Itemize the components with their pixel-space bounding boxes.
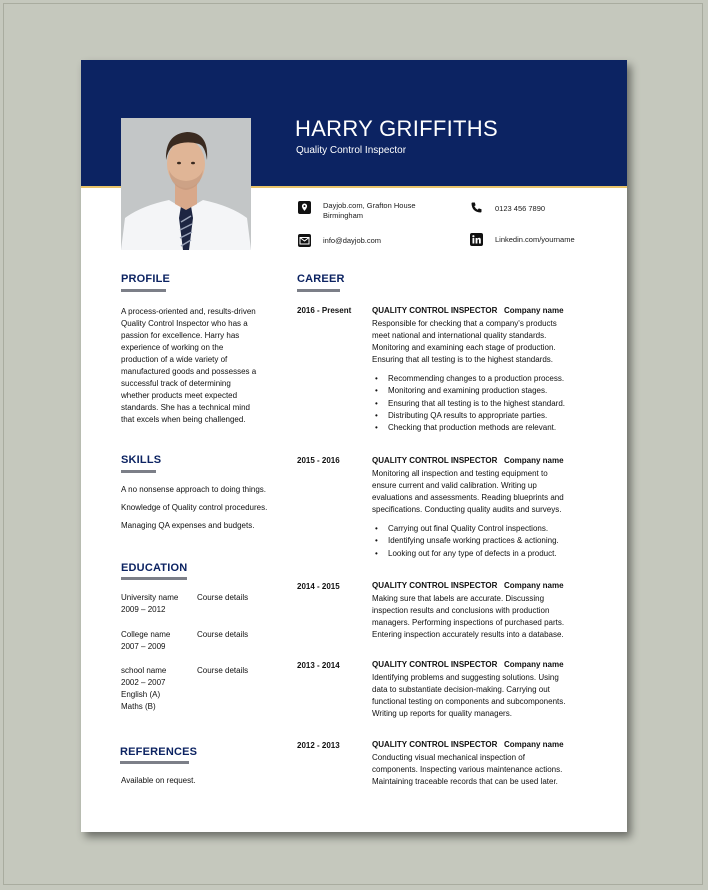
job-title: QUALITY CONTROL INSPECTOR [372, 581, 498, 590]
job-description-line: Entering inspection accurately results into a database. [372, 630, 564, 639]
contact-phone: 0123 456 7890 [495, 204, 546, 213]
job-period: 2014 - 2015 [297, 582, 340, 591]
contact-linkedin: Linkedin.com/yourname [495, 235, 575, 244]
education-school: school name [121, 666, 167, 675]
education-grade: English (A) [121, 690, 161, 699]
job-description-line: inspection results and conclusions with production [372, 606, 550, 615]
job-description-line: Making sure that labels are accurate. Discussing [372, 594, 545, 603]
profile-line: standards. She has a technical mind [121, 403, 250, 412]
profile-line: experience of working on the [121, 343, 224, 352]
education-grade: Maths (B) [121, 702, 156, 711]
job-period: 2013 - 2014 [297, 661, 340, 670]
education-years: 2002 – 2007 [121, 678, 166, 687]
job-description [372, 672, 584, 720]
job-bullet: • Ensuring that all testing is to the highest standard. [372, 398, 565, 410]
job-company: Company name [504, 456, 564, 465]
job-description-line: managers. Performing inspections of purchased parts. [372, 618, 565, 627]
job-description-line: Identifying problems and suggesting solutions. Using [372, 673, 559, 682]
education-heading: EDUCATION [121, 562, 188, 574]
job-company: Company name [504, 581, 564, 590]
education-years: 2007 – 2009 [121, 642, 166, 651]
education-school: College name [121, 630, 171, 639]
education-school: University name [121, 593, 179, 602]
job-bullet: • Carrying out final Quality Control inspections. [372, 523, 559, 535]
job-title: QUALITY CONTROL INSPECTOR [372, 740, 498, 749]
job-period: 2012 - 2013 [297, 741, 340, 750]
profile-line: successful track of determining [121, 379, 231, 388]
job-title: QUALITY CONTROL INSPECTOR [372, 660, 498, 669]
profile-line: whether products meet expected [121, 391, 238, 400]
phone-icon [470, 201, 483, 214]
job-period: 2015 - 2016 [297, 456, 340, 465]
skill-item: Managing QA expenses and budgets. [121, 521, 255, 530]
job-bullet: • Looking out for any type of defects in a product. [372, 548, 559, 560]
job-description-line: Ensuring that all testing is to the highest standards. [372, 355, 553, 364]
education-years: 2009 – 2012 [121, 605, 166, 614]
profile-line: production of a wide variety of [121, 355, 228, 364]
job-bullet: • Distributing QA results to appropriate parties. [372, 410, 565, 422]
job-description-line: specifications. Conducting quality audits and surveys. [372, 505, 562, 514]
education-heading-underline [121, 577, 187, 580]
job-description-line: Conducting visual mechanical inspection of [372, 753, 525, 762]
job-description-line: ensure current and valid calibration. Writing up [372, 481, 537, 490]
job-bullet: • Identifying unsafe working practices & actioning. [372, 535, 559, 547]
career-heading-underline [297, 289, 340, 292]
skill-item: A no nonsense approach to doing things. [121, 485, 266, 494]
education-details: Course details [197, 593, 249, 602]
contact-email: info@dayjob.com [323, 236, 382, 245]
job-company: Company name [504, 306, 564, 315]
job-description-line: Maintaining traceable records that can be used later. [372, 777, 558, 786]
career-heading: CAREER [297, 273, 345, 285]
references-heading: REFERENCES [120, 746, 198, 758]
job-bullet: • Recommending changes to a production process. [372, 373, 565, 385]
references-text: Available on request. [121, 776, 196, 785]
references-heading-underline [120, 761, 189, 764]
job-title: QUALITY CONTROL INSPECTOR [372, 306, 498, 315]
profile-heading: PROFILE [121, 273, 171, 285]
job-description-line: evaluations and assessments. Reading blueprints and [372, 493, 564, 502]
skill-item: Knowledge of Quality control procedures. [121, 503, 268, 512]
linkedin-icon [470, 233, 483, 246]
education-details: Course details [197, 630, 249, 639]
job-description-line: Responsible for checking that a company's products [372, 319, 557, 328]
profile-line: manufactured goods and possesses a [121, 367, 257, 376]
job-description-line: Monitoring and examining each stage of production. [372, 343, 556, 352]
job-description-line: Monitoring all inspection and testing equipment to [372, 469, 548, 478]
job-description-line: Writing up reports for quality managers. [372, 709, 512, 718]
job-title: QUALITY CONTROL INSPECTOR [372, 456, 498, 465]
profile-heading-underline [121, 289, 166, 292]
job-description-line: components. Inspecting various maintenance actions. [372, 765, 563, 774]
job-description [372, 752, 584, 788]
address-line-1: Dayjob.com, Grafton House [323, 201, 416, 210]
profile-line: A process-oriented and, results-driven [121, 307, 256, 316]
skills-heading-underline [121, 470, 156, 473]
job-bullet: • Checking that production methods are relevant. [372, 422, 565, 434]
job-description-line: data to substantiate decision-making. Carrying out [372, 685, 550, 694]
skills-heading: SKILLS [121, 454, 162, 466]
job-description-line: meet national and international quality standards. [372, 331, 547, 340]
job-bullets [372, 523, 559, 560]
job-description [372, 318, 584, 366]
contact-address [323, 201, 416, 221]
email-icon [298, 234, 311, 247]
profile-line: Quality Control Inspector who has a [121, 319, 248, 328]
job-bullet: • Monitoring and examining production stages. [372, 385, 565, 397]
job-period: 2016 - Present [297, 306, 352, 315]
resume-page [81, 60, 627, 832]
profile-photo [121, 118, 251, 250]
job-description-line: functional testing on components and subcomponents. [372, 697, 566, 706]
address-line-2: Birmingham [323, 211, 364, 220]
education-details: Course details [197, 666, 249, 675]
profile-text [121, 306, 256, 426]
profile-line: that excels when being challenged. [121, 415, 246, 424]
job-description [372, 593, 584, 641]
profile-line: passion for excellence. Harry has [121, 331, 240, 340]
job-company: Company name [504, 740, 564, 749]
candidate-title: Quality Control Inspector [296, 145, 407, 156]
candidate-name: HARRY GRIFFITHS [295, 116, 498, 141]
location-pin-icon [298, 201, 311, 214]
job-description [372, 468, 584, 516]
job-bullets [372, 373, 565, 434]
job-company: Company name [504, 660, 564, 669]
